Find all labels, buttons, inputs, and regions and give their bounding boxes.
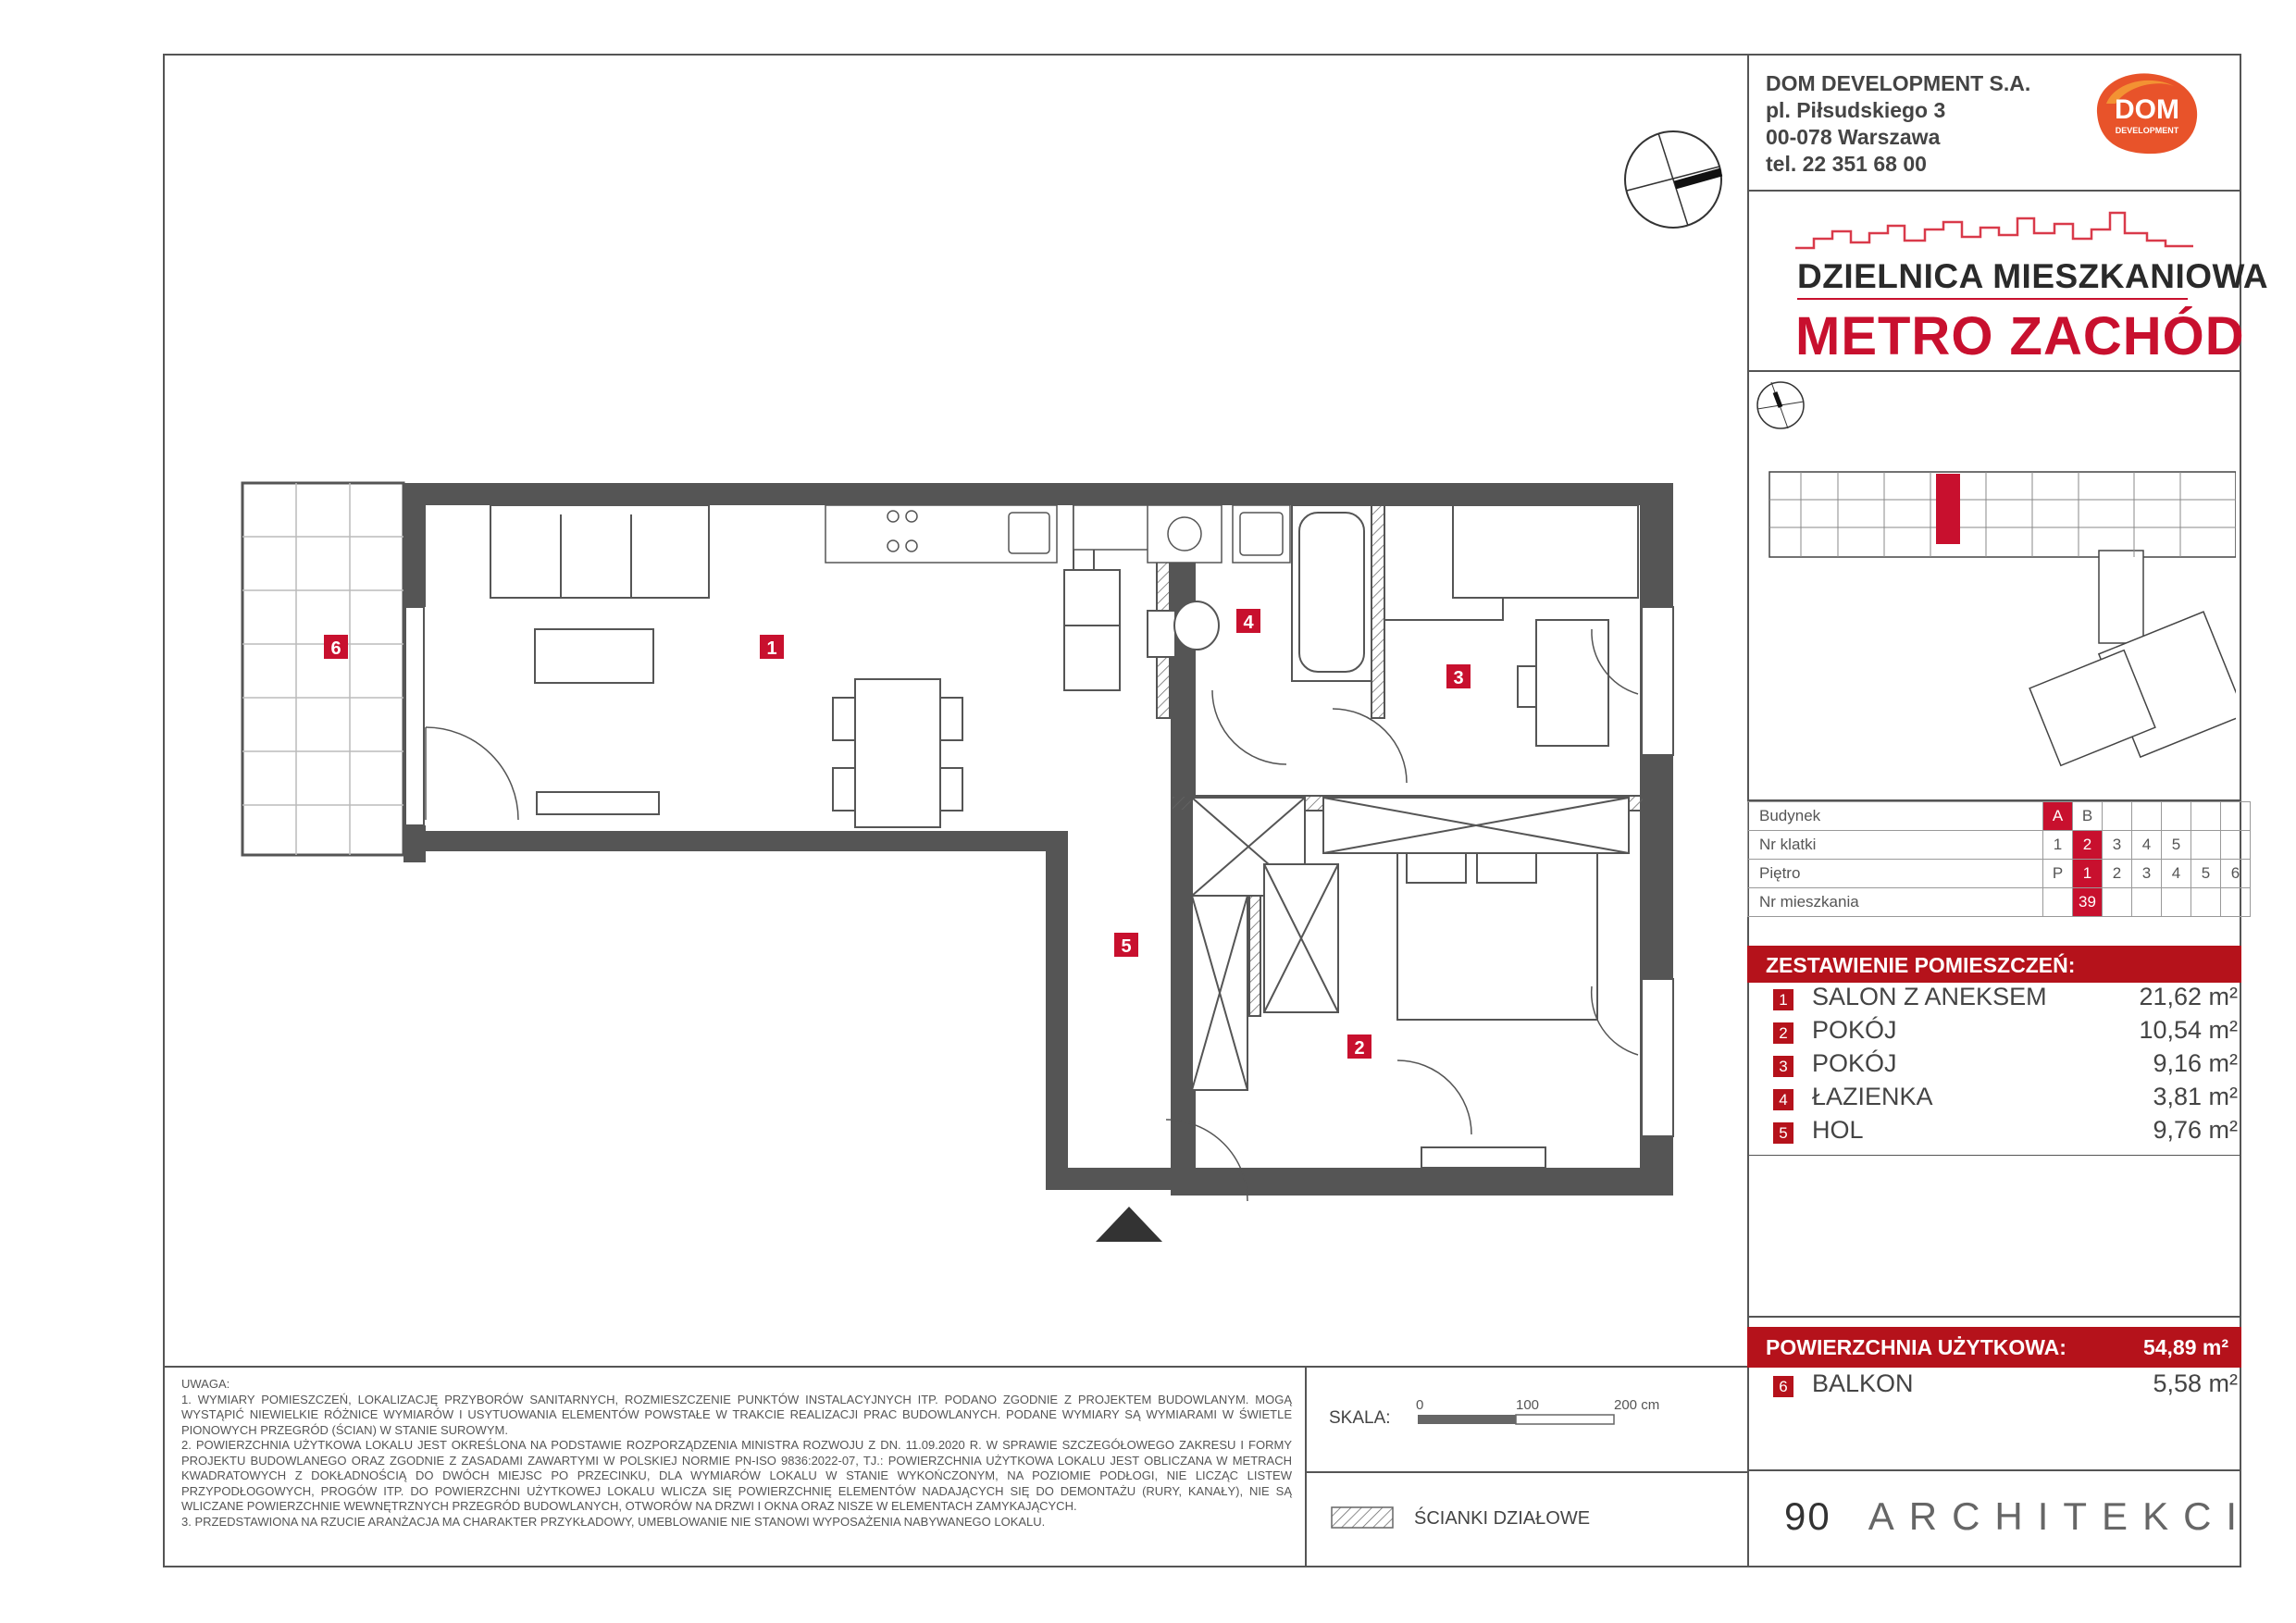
room-name: HOL: [1812, 1116, 1864, 1144]
room-area: 9,16 m²: [2153, 1049, 2238, 1077]
room-area: 3,81 m²: [2153, 1083, 2238, 1110]
notes-title: UWAGA:: [181, 1377, 230, 1391]
room-area: 21,62 m²: [2139, 983, 2238, 1010]
project-line1: DZIELNICA MIESZKANIOWA: [1797, 257, 2269, 295]
room-row: [1768, 983, 2238, 1016]
info-cell: 3: [2132, 860, 2162, 888]
note-3: 3. PRZEDSTAWIONA NA RZUCIE ARANŻACJA MA CHARAKTER PRZYKŁADOWY, UMEBLOWANIE NIE STANOWI WYPOSAŻENIA NABYWANEGO LOKALU.: [181, 1514, 1046, 1529]
notes: [181, 1377, 1292, 1530]
dining-table: [833, 679, 962, 827]
plan-label-5: 5: [1121, 936, 1132, 957]
balcony-area: 5,58 m²: [2153, 1369, 2238, 1397]
info-row-label: Budynek: [1748, 802, 2043, 831]
room-area: 10,54 m²: [2139, 1016, 2238, 1044]
bedroom3-furniture: [1384, 505, 1638, 746]
room-number: 2: [1773, 1022, 1793, 1044]
legend-label: ŚCIANKI DZIAŁOWE: [1414, 1508, 1591, 1529]
compass-icon: [1621, 128, 1725, 231]
architect-logo: [1784, 1494, 2252, 1539]
info-row: [1748, 888, 2251, 917]
room-area: 9,76 m²: [2153, 1116, 2238, 1144]
scale-tick-0: 0: [1416, 1397, 1424, 1413]
architect-number: 90: [1784, 1494, 1831, 1538]
info-row-label: Nr mieszkania: [1748, 888, 2043, 917]
info-row: [1748, 802, 2251, 831]
room-name: POKÓJ: [1812, 1016, 1897, 1044]
plan-label-6: 6: [330, 638, 341, 659]
plan-label-4: 4: [1243, 613, 1254, 633]
info-cell: [2132, 802, 2162, 831]
info-cell: 3: [2103, 831, 2132, 860]
info-cell: [2191, 831, 2221, 860]
room-row: [1768, 1049, 2238, 1083]
minimap-selected-unit: [1936, 474, 1960, 544]
logo-text: DOM: [2115, 94, 2179, 125]
info-cell: P: [2043, 860, 2073, 888]
info-cell: A: [2043, 802, 2073, 831]
room-number: 1: [1773, 989, 1793, 1010]
info-cell: B: [2073, 802, 2103, 831]
project-underline: [1797, 298, 2188, 300]
scale-tick-200: 200 cm: [1614, 1397, 1660, 1413]
info-cell: 4: [2132, 831, 2162, 860]
divider-notes-scale: [1305, 1366, 1307, 1567]
rooms-summary-title: ZESTAWIENIE POMIESZCZEŃ:: [1766, 953, 2076, 977]
info-cell: 2: [2073, 831, 2103, 860]
bedroom2-furniture: [1397, 835, 1597, 1168]
info-row-label: Nr klatki: [1748, 831, 2043, 860]
info-row-label: Piętro: [1748, 860, 2043, 888]
logo-subtext: DEVELOPMENT: [2115, 126, 2179, 135]
room-name: ŁAZIENKA: [1812, 1083, 1933, 1110]
entrance-arrow: [1096, 1207, 1162, 1242]
kitchen-counter: [825, 505, 1290, 563]
info-cell: 4: [2162, 860, 2191, 888]
divider-architect: [1747, 1469, 2241, 1471]
company-address-city: 00-078 Warszawa: [1766, 125, 1941, 149]
room-name: POKÓJ: [1812, 1049, 1897, 1077]
info-cell: 39: [2073, 888, 2103, 917]
balcony-name: BALKON: [1812, 1369, 1914, 1397]
architect-name: ARCHITEKCI: [1868, 1494, 2253, 1538]
room-number: 3: [1773, 1056, 1793, 1077]
plan-label-3: 3: [1453, 668, 1464, 688]
room-number: 4: [1773, 1089, 1793, 1110]
info-cell: [2221, 888, 2251, 917]
info-cell: 5: [2162, 831, 2191, 860]
divider-company: [1747, 190, 2241, 192]
room-row: [1768, 1016, 2238, 1049]
room-number: 5: [1773, 1122, 1793, 1144]
dom-development-logo: [2088, 67, 2208, 159]
building-minimap: [1764, 463, 2236, 777]
scale-label: SKALA:: [1329, 1408, 1391, 1428]
info-cell: 2: [2103, 860, 2132, 888]
info-cell: [2221, 831, 2251, 860]
balcony-number: 6: [1773, 1376, 1793, 1397]
usable-area-label: POWIERZCHNIA UŻYTKOWA:: [1766, 1335, 2066, 1359]
usable-area-value: 54,89 m²: [2142, 1335, 2228, 1359]
project-line2: METRO ZACHÓD: [1795, 306, 2245, 366]
sofa: [490, 505, 709, 683]
unit-info-table: [1747, 801, 2251, 917]
balcony-row: [1768, 1369, 2238, 1403]
divider-usable: [1747, 1316, 2241, 1318]
rooms-summary-header: [1747, 946, 2241, 983]
info-cell: [2191, 802, 2221, 831]
company-address-street: pl. Piłsudskiego 3: [1766, 98, 1946, 122]
company-name: DOM DEVELOPMENT S.A.: [1766, 71, 2031, 95]
room-row: [1768, 1116, 2238, 1149]
company-info: [1766, 70, 2030, 178]
partition-wall-legend-icon: [1331, 1506, 1394, 1529]
floor-plan: [231, 472, 1675, 1286]
info-cell: 6: [2221, 860, 2251, 888]
tv-unit: [537, 792, 659, 814]
info-cell: [2043, 888, 2073, 917]
rooms-list-bottom: [1747, 1155, 2241, 1156]
info-cell: [2162, 802, 2191, 831]
room-name: SALON Z ANEKSEM: [1812, 983, 2047, 1010]
divider-notes: [163, 1366, 1747, 1368]
info-cell: [2191, 888, 2221, 917]
info-cell: [2221, 802, 2251, 831]
room-row: [1768, 1083, 2238, 1116]
note-1: 1. WYMIARY POMIESZCZEŃ, LOKALIZACJĘ PRZYBORÓW SANITARNYCH, ROZMIESZCZENIE PUNKTÓW INSTALACYJNYCH ITP. PODANO ZGODNIE Z PROJEKTEM BUDOWLANYM. MOGĄ WYSTĄPIĆ NIEWIELKIE RÓŻNICE WYMIARÓW I USYTUOWANIA ELEMENTÓW POWSTAŁE W TRAKCIE REALIZACJI PRAC BUDOWLANYCH. PODANE WYMIARY SĄ WYMIARAMI W ŚWIETLE PIONOWYCH PRZEGRÓD (ŚCIAN) W STANIE SUROWYM.: [181, 1392, 1292, 1437]
plan-label-2: 2: [1354, 1038, 1365, 1059]
info-cell: 1: [2073, 860, 2103, 888]
info-cell: [2162, 888, 2191, 917]
info-row: [1748, 831, 2251, 860]
divider-scale-legend: [1305, 1471, 1747, 1473]
info-cell: 5: [2191, 860, 2221, 888]
scale-tick-100: 100: [1516, 1397, 1540, 1413]
scale-bar: [1418, 1414, 1632, 1425]
balcony: [242, 483, 403, 855]
divider-project: [1747, 370, 2241, 372]
info-cell: [2132, 888, 2162, 917]
minimap-compass-icon: [1755, 379, 1806, 431]
skyline-icon: [1795, 205, 2193, 252]
plan-label-1: 1: [766, 638, 777, 659]
info-cell: 1: [2043, 831, 2073, 860]
note-2: 2. POWIERZCHNIA UŻYTKOWA LOKALU JEST OKREŚLONA NA PODSTAWIE ROZPORZĄDZENIA MINISTRA ROZWOJU Z DN. 11.09.2020 R. W SPRAWIE SZCZEGÓŁOWEGO ZAKRESU I FORMY PROJEKTU BUDOWLANEGO ORAZ ZGODNIE Z ZASADAMI ZAWARTYMI W POLSKIEJ NORMIE PN-ISO 9836:2022-07, TJ.: POWIERZCHNIA UŻYTKOWA LOKALU JEST OBLICZANA W METRACH KWADRATOWYCH Z DOKŁADNOŚCIĄ DO DWÓCH MIEJSC PO PRZECINKU, DLA WYMIARÓW LOKALU W STANIE WYKOŃCZONYM, NA POZIOMIE PODŁOGI, NIE LICZĄC LISTEW PRZYPODŁOGOWYCH, PROGÓW ITP. DO POWIERZCHNI UŻYTKOWEJ LOKALU WLICZA SIĘ POWIERZCHNIĘ ELEMENTÓW NADAJĄCYCH SIĘ DO DEMONTAŻU (RURY, KANAŁY), NIE SĄ WLICZANE POWIERZCHNIE WEWNĘTRZNYCH PRZEGRÓD BUDOWLANYCH, OTWORÓW NA DRZWI I OKNA ORAZ NISZE W ELEMENTACH ZAMYKAJĄCYCH.: [181, 1438, 1292, 1513]
info-row: [1748, 860, 2251, 888]
company-phone: tel. 22 351 68 00: [1766, 152, 1927, 176]
usable-area-header: [1747, 1327, 2241, 1368]
info-cell: [2103, 888, 2132, 917]
info-cell: [2103, 802, 2132, 831]
